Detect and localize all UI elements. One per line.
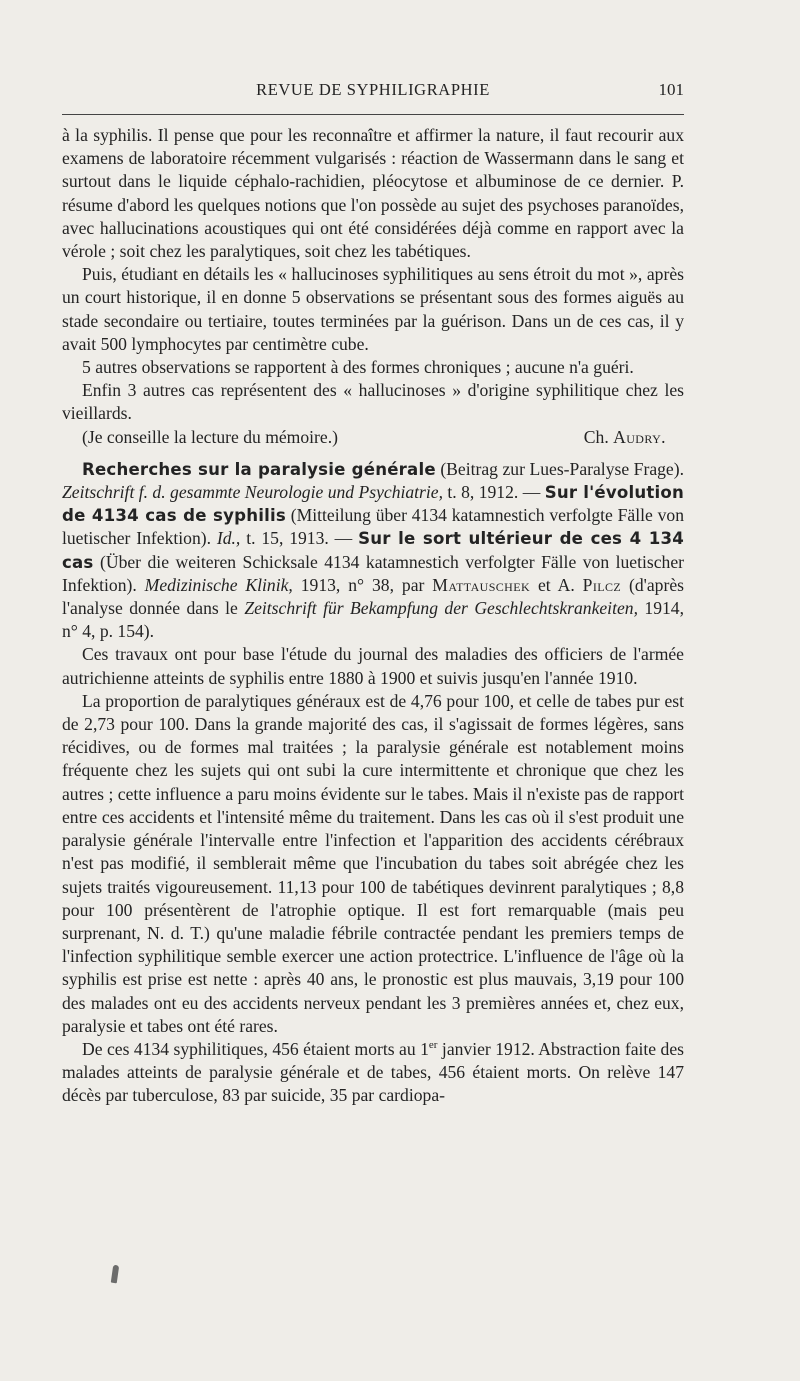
review-title-2: Sur l'évolution de 4134 cas de syphilis [62,483,684,526]
reading-advice: (Je conseille la lecture du mémoire.) [82,426,338,447]
page-number: 101 [658,80,684,99]
and-connector: et A. [530,574,583,595]
paragraph-elderly: Enfin 3 autres cas représentent des « hallucinoses » d'origine syphilitique chez les vieillards. [62,380,684,424]
reviewer-initials: Ch. [583,426,614,447]
paragraph-hallucinoses: Puis, étudiant en détails les « hallucinoses syphilitiques au sens étroit du mot », après un court historique, il en donne 5 observations se présentant sous des formes aiguës au stade secondaire ou tertiaire, toutes terminées par la guérison. Dans un de ces cas, il y avait 500 lymphocytes par centimètre cube. [62,264,684,354]
review-title-3: Sur le sort ultérieur de ces 4 134 cas [62,529,685,572]
signature-line [62,426,684,449]
paragraph-proportions: La proportion de paralytiques généraux est de 4,76 pour 100, et celle de tabes pur est de 2,73 pour 100. Dans la grande majorité des cas, il s'agissait de formes légères, sans récidives, ou de formes mal traitées ; la paralysie générale est notablement moins fréquente chez les sujets qui ont subi la cure intermittente et chronique que chez les autres ; cette influence a paru moins évidente sur le tabes. Mais il n'existe pas de rapport entre ces accidents et l'intensité même du traitement. Dans les cas où il s'est produit une paralysie générale l'intervalle entre l'infection et l'apparition des accidents cérébraux n'est pas modifié, il semblerait même que l'incubation du tabes soit abrégée chez les sujets traités vigoureusement. 11,13 pour 100 de tabétiques devinrent paralytiques ; 8,8 pour 100 présentèrent de l'atrophie optique. Il est fort remarquable (mais peu surprenant, N. d. T.) qu'une maladie fébrile contractée pendant les premiers temps de l'infection syphilitique semble exercer une action protectrice. L'influence de l'âge où la syphilis est prise est nette : après 40 ans, le pronostic est plus mauvais, 3,19 pour 100 des malades ont eu des accidents nerveux pendant les 3 premières années et, chez eux, paralysie et tabes ont été rares. [62,690,684,1036]
ink-smudge [111,1265,119,1284]
section-gap [62,449,684,458]
review-title-1: Recherches sur la paralysie générale [82,459,436,479]
running-title: REVUE DE SYPHILIGRAPHIE [256,80,490,99]
ref-3: 1913, n° 38, par [292,574,433,595]
ref-4: (d'après l'analyse donnée dans le [62,574,684,619]
ref-1: t. 8, 1912. — [443,482,545,503]
review-text-2: (Mitteilung über 4134 katamnestich verfolgte Fälle von luetischer Infektion). [62,505,684,549]
paragraph-continuation: à la syphilis. Il pense que pour les reconnaître et affirmer la nature, il faut recourir aux examens de laboratoire récemment vulgarisés : réaction de Wassermann dans le sang et surtout dans le liquide céphalo-rachidien, pléocytose et albuminose de ce dernier. P. résume d'abord les quelques notions que l'on possède au sujet des psychoses paranoïdes, avec hallucinations acoustiques qui ont été considérées déjà comme en rapport avec la vérole ; soit chez les paralytiques, soit chez les tabétiques. [62,125,684,262]
journal-4: Zeitschrift für Bekampfung der Geschlechtskrankeiten, [244,598,638,619]
ordinal-superscript: er [428,1039,438,1052]
mortality-text-b: janvier 1912. Abstraction faite des malades atteints de paralysie générale et de tabes, 456 étaient morts. On relève 147 décès par tuberculose, 83 par suicide, 35 par cardiopa- [62,1038,685,1106]
mortality-text-a: De ces 4134 syphilitiques, 456 étaient morts au 1 [82,1038,429,1059]
id-abbrev: Id., [216,528,241,549]
paragraph-study-basis: Ces travaux ont pour base l'étude du journal des maladies des officiers de l'armée autrichienne atteints de syphilis entre 1880 à 1900 et suivis jusqu'en l'année 1910. [62,644,684,688]
author-2: Pilcz [582,574,622,595]
ref-2: t. 15, 1913. — [240,528,359,549]
reviewer-signature [584,426,666,449]
ref-5: 1914, n° 4, p. 154). [62,598,684,642]
journal-3: Medizinische Klinik, [144,574,293,595]
review-reference [62,458,684,644]
header-rule [62,114,684,115]
page-header [62,80,684,102]
author-1: Mattauschek [432,574,531,595]
paragraph-mortality [62,1038,684,1108]
reviewer-name: Audry. [613,426,666,447]
article-body [62,124,684,1108]
journal-1: Zeitschrift f. d. gesammte Neurologie und Psychiatrie, [62,482,444,503]
review-text-1: (Beitrag zur Lues-Paralyse Frage). [435,458,684,479]
paragraph-chronic: 5 autres observations se rapportent à des formes chroniques ; aucune n'a guéri. [82,357,634,378]
review-text-3: (Über die weiteren Schicksale 4134 katamnestich verfolgter Fälle von luetischer Infektion). [62,551,684,595]
